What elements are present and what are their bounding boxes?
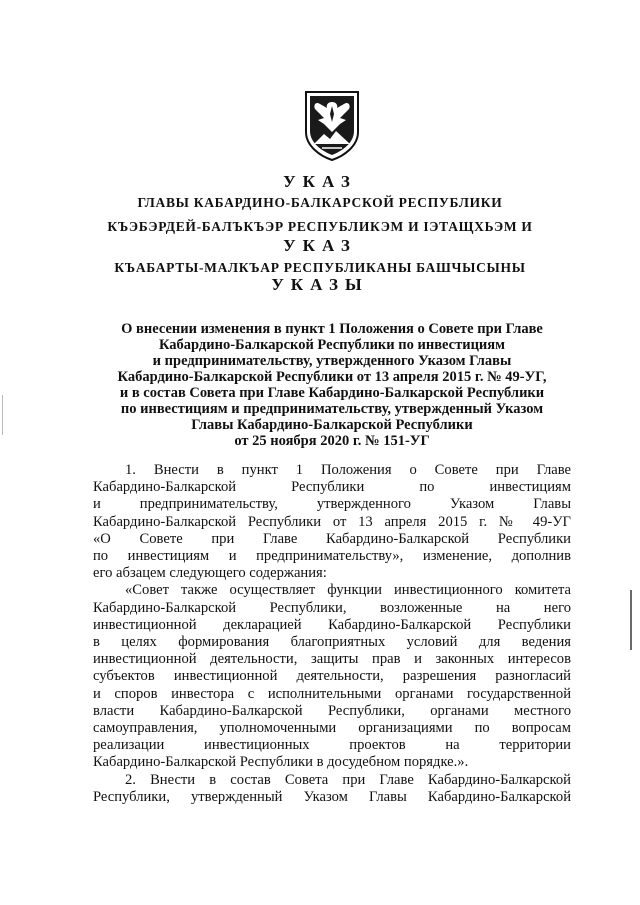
scan-edge-mark [2, 395, 3, 435]
decree-body [93, 462, 571, 806]
body-line: самоуправления, уполномоченными организациями по вопросам [93, 720, 571, 737]
ukaz-heading-balkar: УКАЗЫ [271, 275, 369, 294]
title-line: Кабардино-Балкарской Республики по инвестициям [158, 337, 505, 353]
title-line: от 25 ноября 2020 г. № 151-УГ [234, 433, 430, 449]
body-line: инвестиционной декларацией Кабардино-Балкарской Республики [93, 616, 571, 633]
body-line: Кабардино-Балкарской Республики, возложенные на него [93, 599, 571, 616]
coat-of-arms-emblem [302, 88, 362, 162]
body-line: и предпринимательству, утвержденного Указом Главы [93, 496, 571, 513]
ukaz-heading-kabardian: УКАЗ [283, 236, 357, 255]
body-line: его абзацем следующего содержания: [93, 565, 327, 582]
title-line: О внесении изменения в пункт 1 Положения о Совете при Главе [121, 321, 543, 337]
body-line: «Совет также осуществляет функции инвестиционного комитета [125, 582, 571, 599]
decree-title [72, 321, 592, 449]
body-line: по инвестициям и предпринимательству», изменение, дополнив [93, 548, 571, 565]
title-line: Кабардино-Балкарской Республики от 13 апреля 2015 г. № 49-УГ, [117, 369, 547, 385]
body-line: «О Совете при Главе Кабардино-Балкарской Республики [93, 530, 571, 547]
body-line: и споров инвестора с исполнительными органами государственной [93, 685, 571, 702]
ukaz-heading: УКАЗ [283, 172, 357, 191]
scan-edge-mark [630, 590, 632, 650]
paragraph-quoted-amendment [93, 582, 571, 771]
body-line: субъектов инвестиционной деятельности, разрешения разногласий [93, 668, 571, 685]
title-line: по инвестициям и предпринимательству, утвержденный Указом [120, 401, 544, 417]
body-line: реализации инвестиционных проектов на территории [93, 737, 571, 754]
body-line: инвестиционной деятельности, защиты прав и законных интересов [93, 651, 571, 668]
body-line: власти Кабардино-Балкарской Республики, органами местного [93, 702, 571, 719]
body-line: Кабардино-Балкарской Республики по инвестициям [93, 479, 571, 496]
paragraph-item-1 [93, 462, 571, 582]
body-line: Кабардино-Балкарской Республики в досудебном порядке.». [93, 754, 469, 771]
body-line: в целях формирования благоприятных условий для ведения [93, 634, 571, 651]
heading-russian: ГЛАВЫ КАБАРДИНО-БАЛКАРСКОЙ РЕСПУБЛИКИ [137, 195, 503, 210]
body-line: Республики, утвержденный Указом Главы Кабардино-Балкарской [93, 788, 571, 805]
title-line: и предпринимательству, утвержденного Указом Главы [152, 353, 512, 369]
heading-balkar: КЪАБАРТЫ-МАЛКЪАР РЕСПУБЛИКАНЫ БАШЧЫСЫНЫ [114, 260, 526, 275]
body-line: 2. Внести в состав Совета при Главе Кабардино-Балкарской [125, 771, 571, 788]
body-line: Кабардино-Балкарской Республики от 13 апреля 2015 г. № 49-УГ [93, 513, 571, 530]
title-line: и в состав Совета при Главе Кабардино-Балкарской Республики [119, 385, 545, 401]
heading-kabardian: КЪЭБЭРДЕЙ-БАЛЪКЪЭР РЕСПУБЛИКЭМ И ІЭТАЩХЬЭМ И [107, 219, 533, 234]
title-line: Главы Кабардино-Балкарской Республики [191, 417, 473, 433]
body-line: 1. Внести в пункт 1 Положения о Совете при Главе [125, 462, 571, 478]
paragraph-item-2 [93, 772, 571, 806]
